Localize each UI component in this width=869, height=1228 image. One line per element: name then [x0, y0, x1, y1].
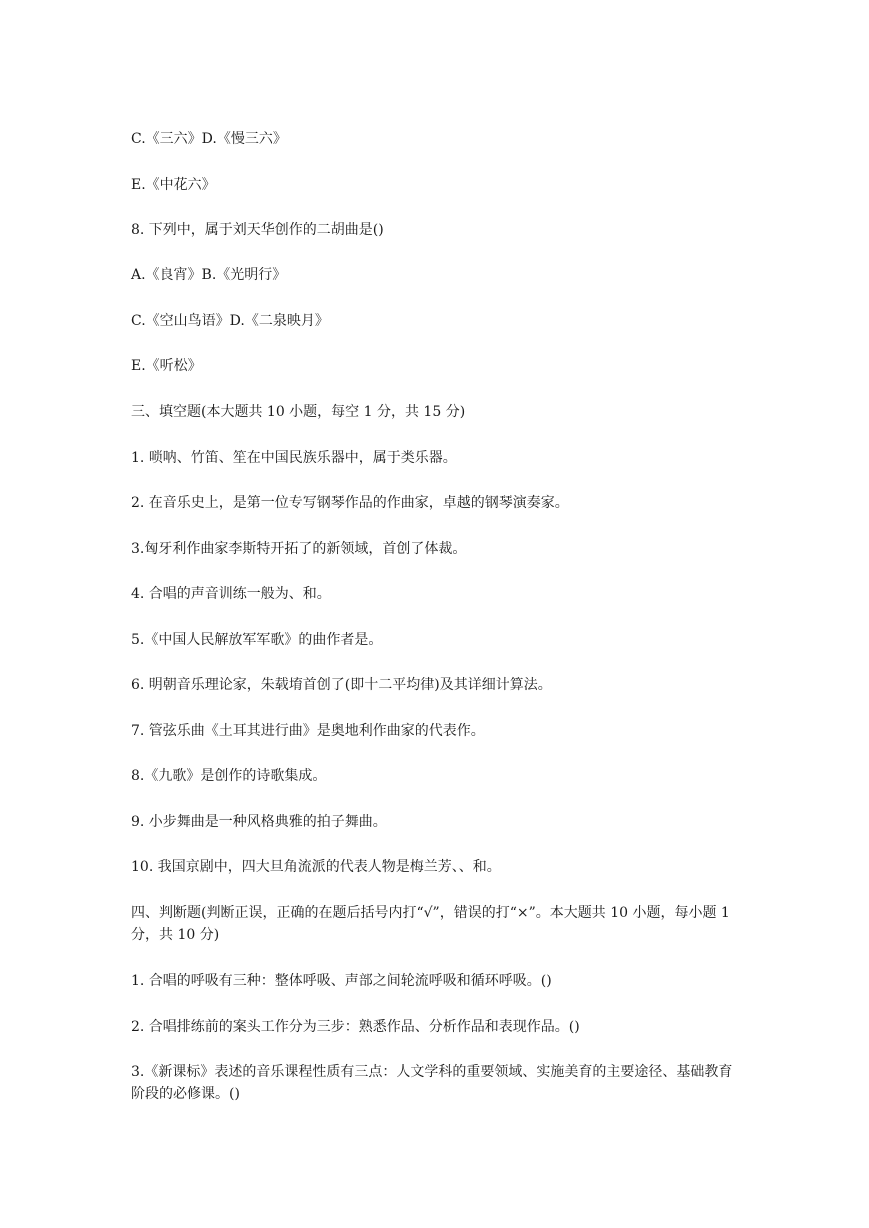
fill-question-4: 4. 合唱的声音训练一般为、和。: [131, 586, 331, 602]
question-8: 8. 下列中，属于刘天华创作的二胡曲是(): [131, 222, 384, 238]
section-heading-fill-in: 三、填空题(本大题共 10 小题，每空 1 分，共 15 分): [131, 404, 466, 420]
option-line-e: E.《中花六》: [131, 177, 216, 193]
option-line-c-d-2: C.《空山鸟语》D.《二泉映月》: [131, 313, 329, 329]
fill-question-6: 6. 明朝音乐理论家，朱载堉首创了(即十二平均律)及其详细计算法。: [131, 677, 552, 693]
fill-question-3: 3.匈牙利作曲家李斯特开拓了的新领域，首创了体裁。: [131, 541, 467, 557]
option-line-a-b: A.《良宵》B.《光明行》: [131, 267, 287, 283]
fill-question-2: 2. 在音乐史上，是第一位专写钢琴作品的作曲家，卓越的钢琴演奏家。: [131, 495, 569, 511]
option-line-e-2: E.《听松》: [131, 358, 202, 374]
option-line-c-d: C.《三六》D.《慢三六》: [131, 131, 287, 147]
tf-question-1: 1. 合唱的呼吸有三种：整体呼吸、声部之间轮流呼吸和循环呼吸。(): [131, 973, 552, 989]
fill-question-9: 9. 小步舞曲是一种风格典雅的拍子舞曲。: [131, 814, 387, 830]
fill-question-10: 10. 我国京剧中，四大旦角流派的代表人物是梅兰芳、、和。: [131, 859, 501, 875]
fill-question-7: 7. 管弦乐曲《土耳其进行曲》是奥地利作曲家的代表作。: [131, 723, 485, 739]
fill-question-1: 1. 唢呐、竹笛、笙在中国民族乐器中，属于类乐器。: [131, 450, 457, 466]
tf-question-2: 2. 合唱排练前的案头工作分为三步：熟悉作品、分析作品和表现作品。(): [131, 1019, 580, 1035]
fill-question-5: 5.《中国人民解放军军歌》的曲作者是。: [131, 632, 383, 648]
tf-question-3: 3.《新课标》表述的音乐课程性质有三点：人文学科的重要领域、实施美育的主要途径、基础教育阶段的必修课。(): [131, 1064, 733, 1102]
fill-question-8: 8.《九歌》是创作的诗歌集成。: [131, 768, 327, 784]
section-heading-true-false: 四、判断题(判断正误，正确的在题后括号内打“√”，错误的打“×”。本大题共 10 小题，每小题 1 分，共 10 分): [131, 905, 730, 943]
